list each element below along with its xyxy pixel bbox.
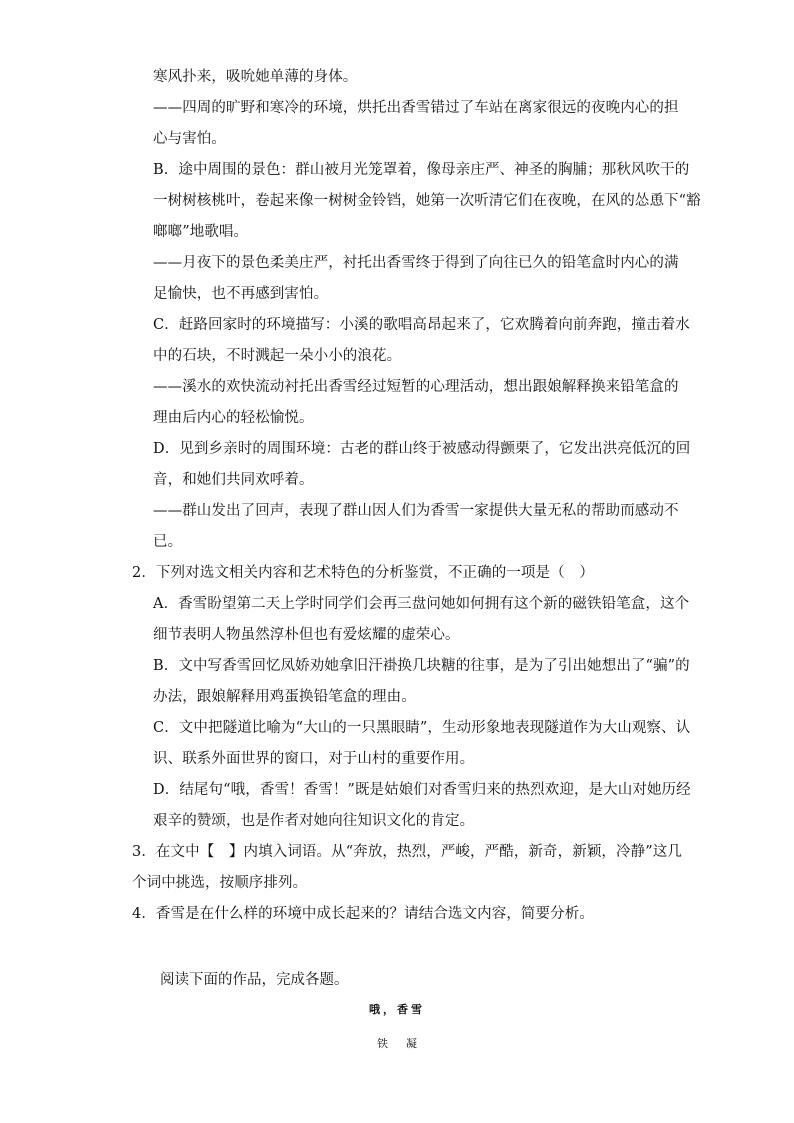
text-line: 寒风扑来，吸吮她单薄的身体。 xyxy=(153,69,358,85)
text-line: 理由后内心的轻松愉悦。 xyxy=(153,410,314,426)
text-line: ——月夜下的景色柔美庄严，衬托出香雪终于得到了向往已久的铅笔盒时内心的满 xyxy=(153,255,679,271)
text-line: 个词中挑选，按顺序排列。 xyxy=(132,875,308,891)
text-line: 艰辛的赞颂，也是作者对她向往知识文化的肯定。 xyxy=(153,813,475,829)
option-c-line: C．文中把隧道比喻为“大山的一只黑眼睛”，生动形象地表现隧道作为大山观察、认 xyxy=(153,720,691,736)
reading-instruction: 阅读下面的作品，完成各题。 xyxy=(160,972,349,988)
text-line: 音，和她们共同欢呼着。 xyxy=(153,472,314,488)
text-line: ——溪水的欢快流动衬托出香雪经过短暂的心理活动，想出跟娘解释换来铅笔盒的 xyxy=(153,379,679,395)
text-line: 细节表明人物虽然淳朴但也有爱炫耀的虚荣心。 xyxy=(153,627,460,643)
question-text xyxy=(132,62,701,930)
text-line: 一树树核桃叶，卷起来像一树树金铃铛，她第一次听清它们在夜晚，在风的怂恿下“豁 xyxy=(153,193,701,209)
text-line: 啷啷”地歌唱。 xyxy=(153,224,249,240)
article-title: 哦，香雪 xyxy=(369,1003,425,1016)
text-line: 办法，跟娘解释用鸡蛋换铅笔盒的理由。 xyxy=(153,689,416,705)
text-line: 足愉快，也不再感到害怕。 xyxy=(153,286,329,302)
option-d-line: D．见到乡亲时的周围环境：古老的群山终于被感动得颤栗了，它发出洪亮低沉的回 xyxy=(153,441,691,457)
text-line: 已。 xyxy=(153,534,183,550)
question-2: 2．下列对选文相关内容和艺术特色的分析鉴赏，不正确的一项是（ ） xyxy=(132,565,594,581)
option-b-line: B．途中周围的景色：群山被月光笼罩着，像母亲庄严、神圣的胸脯；那秋风吹干的 xyxy=(153,162,690,178)
article-author: 铁凝 xyxy=(377,1037,435,1050)
option-b-line: B．文中写香雪回忆凤娇劝她拿旧汗褂换几块糖的往事，是为了引出她想出了“骗”的 xyxy=(153,658,690,674)
text-line: ——四周的旷野和寒冷的环境，烘托出香雪错过了车站在离家很远的夜晚内心的担 xyxy=(153,100,679,116)
option-d-line: D．结尾句“哦，香雪！香雪！”既是姑娘们对香雪归来的热烈欢迎，是大山对她历经 xyxy=(153,782,691,798)
question-4: 4．香雪是在什么样的环境中成长起来的？请结合选文内容，简要分析。 xyxy=(132,906,594,922)
option-a-line: A．香雪盼望第二天上学时同学们会再三盘问她如何拥有这个新的磁铁铅笔盒，这个 xyxy=(153,596,690,612)
text-line: 识、联系外面世界的窗口，对于山村的重要作用。 xyxy=(153,751,475,767)
text-line: 心与害怕。 xyxy=(153,131,226,147)
question-3: 3．在文中【 】内填入词语。从“奔放，热烈，严峻，严酷，新奇，新颖，冷静”这几 xyxy=(132,844,682,860)
text-line: 中的石块，不时溅起一朵小小的浪花。 xyxy=(153,348,402,364)
option-c-line: C．赶路回家时的环境描写：小溪的歌唱高昂起来了，它欢腾着向前奔跑，撞击着水 xyxy=(153,317,690,333)
text-line: ——群山发出了回声，表现了群山因人们为香雪一家提供大量无私的帮助而感动不 xyxy=(153,503,679,519)
